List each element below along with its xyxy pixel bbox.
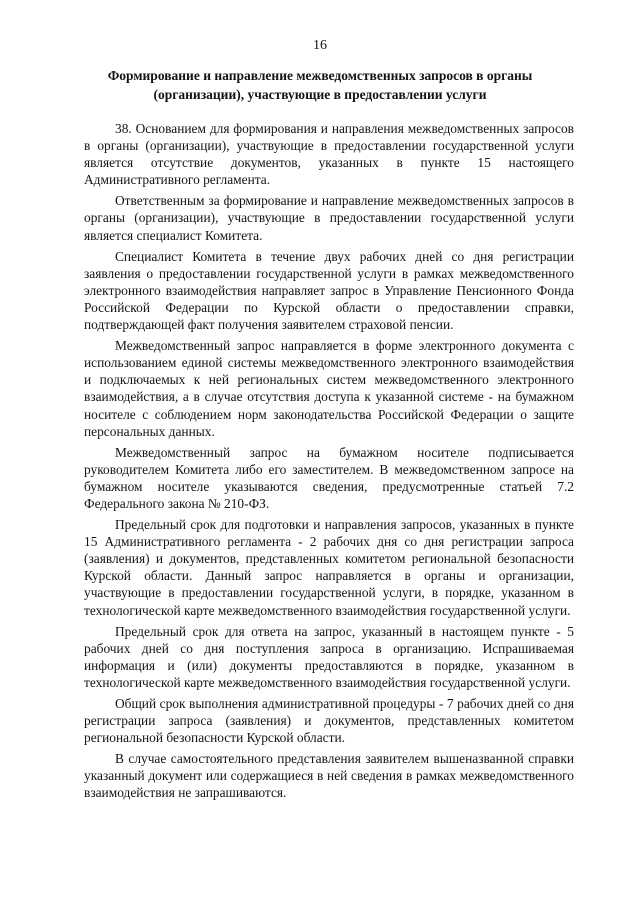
paragraph: Межведомственный запрос на бумажном носителе подписывается руководителем Комитета либо его заместителем. В межведомственном запросе на бумажном носителе указываются сведения, предусмотренные статьей 7.2 Федерального закона № 210-ФЗ.: [84, 444, 574, 511]
paragraph: В случае самостоятельного представления заявителем вышеназванной справки указанный документ или содержащиеся в ней сведения в рамках межведомственного взаимодействия не запрашиваются.: [84, 751, 574, 801]
paragraph: Ответственным за формирование и направление межведомственных запросов в органы (организации), участвующие в предоставлении государственной услуги является специалист Комитета.: [84, 193, 574, 243]
paragraph: Специалист Комитета в течение двух рабочих дней со дня регистрации заявления о предоставлении государственной услуги в рамках межведомственного электронного взаимодействия направляет запрос в Управление Пенсионного Фонда Российской Федерации по Курской области о предоставлении справки, подтверждающей факт получения заявителем страховой пенсии.: [84, 248, 574, 333]
paragraph: Общий срок выполнения административной процедуры - 7 рабочих дней со дня регистрации запроса (заявления) и документов, представленных комитетом региональной безопасности Курской области.: [84, 696, 574, 746]
paragraph: Предельный срок для ответа на запрос, указанный в настоящем пункте - 5 рабочих дней со дня поступления запроса в организацию. Испрашиваемая информация и (или) документы предоставляются в порядке, указанном в технологической карте межведомственного взаимодействия государственной услуги.: [84, 623, 574, 690]
paragraph: 38. Основанием для формирования и направления межведомственных запросов в органы (организации), участвующие в предоставлении государственной услуги является отсутствие документов, указанных в пункте 15 настоящего Административного регламента.: [84, 121, 574, 188]
page-number: 16: [313, 38, 327, 53]
section-title: Формирование и направление межведомственных запросов в органы (организации), участвующие в предоставлении услуги: [107, 68, 533, 102]
paragraph: Предельный срок для подготовки и направления запросов, указанных в пункте 15 Административного регламента - 2 рабочих дня со дня регистрации запроса (заявления) и документов, представленных комитетом региональной безопасности Курской области. Данный запрос направляется в органы и организации, участвующие в предоставлении государственной услуги, в порядке, указанном в технологической карте межведомственного взаимодействия государственной услуги.: [84, 517, 574, 618]
paragraph: Межведомственный запрос направляется в форме электронного документа с использованием единой системы межведомственного электронного взаимодействия и подключаемых к ней региональных систем межведомственного электронного взаимодействия, а в случае отсутствия доступа к указанной системе - на бумажном носителе с соблюдением норм законодательства Российской Федерации о защите персональных данных.: [84, 338, 574, 439]
document-body: [84, 120, 574, 806]
